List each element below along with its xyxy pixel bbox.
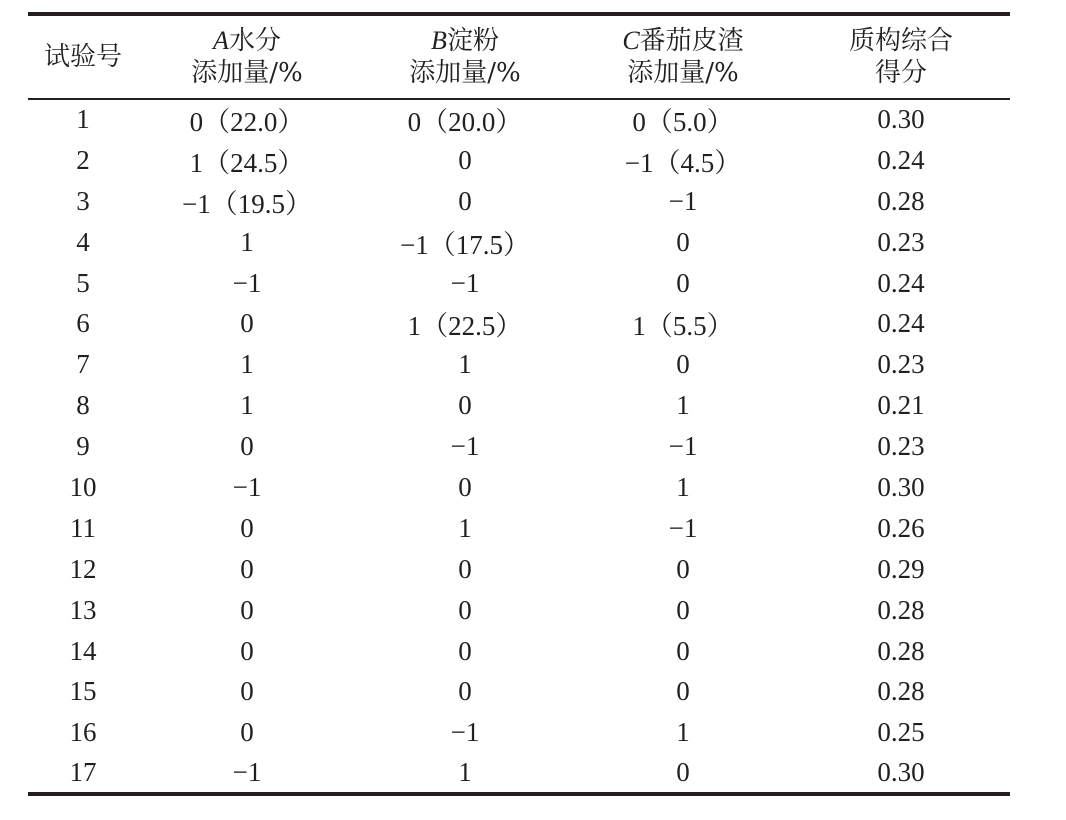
cell-texture-score: 0.30 xyxy=(877,104,925,135)
header-label: 水分 xyxy=(228,26,281,56)
table-row xyxy=(28,753,1010,794)
cell-trial-number: 15 xyxy=(69,676,97,707)
cell-factor-b: −1 xyxy=(450,717,480,748)
cell-texture-score: 0.23 xyxy=(877,431,925,462)
table-row xyxy=(28,426,1010,467)
cell-factor-c: −1（4.5） xyxy=(624,147,742,178)
cell-trial-number: 3 xyxy=(76,185,90,216)
cell-factor-b: 0 xyxy=(458,553,472,584)
cell-factor-b: 1 xyxy=(458,512,472,543)
header-label: 番茄皮渣 xyxy=(639,26,744,56)
header-factor-a xyxy=(138,14,356,99)
cell-factor-b: 0 xyxy=(458,185,472,216)
cell-factor-c: 0 xyxy=(676,349,690,380)
cell-factor-b: 0 xyxy=(458,144,472,175)
cell-factor-b: 0（20.0） xyxy=(407,107,523,138)
cell-factor-a: 1 xyxy=(240,390,254,421)
cell-texture-score: 0.25 xyxy=(877,717,925,748)
table-row xyxy=(28,712,1010,753)
cell-texture-score: 0.23 xyxy=(877,349,925,380)
cell-texture-score: 0.30 xyxy=(877,471,925,502)
cell-factor-a: 0 xyxy=(240,431,254,462)
experiment-table xyxy=(28,12,1010,796)
cell-factor-b: 1（22.5） xyxy=(407,311,523,342)
cell-trial-number: 17 xyxy=(28,753,138,794)
cell-trial-number: 16 xyxy=(69,717,97,748)
cell-texture-score: 0.29 xyxy=(877,553,925,584)
table-row xyxy=(28,344,1010,385)
header-trial-number xyxy=(28,14,138,99)
cell-factor-c: 1 xyxy=(676,471,690,502)
table-row xyxy=(28,671,1010,712)
cell-texture-score: 0.21 xyxy=(877,390,925,421)
cell-factor-a: 1（24.5） xyxy=(189,147,305,178)
table-row xyxy=(28,467,1010,508)
header-unit: 添加量/% xyxy=(627,58,739,88)
header-variable: C xyxy=(622,26,640,55)
table-row xyxy=(28,385,1010,426)
cell-texture-score: 0.24 xyxy=(877,308,925,339)
cell-factor-a: −1 xyxy=(232,471,262,502)
cell-texture-score: 0.28 xyxy=(877,676,925,707)
cell-trial-number: 4 xyxy=(76,226,90,257)
cell-trial-number: 2 xyxy=(76,144,90,175)
cell-factor-c: 1 xyxy=(676,390,690,421)
cell-factor-a: −1 xyxy=(232,267,262,298)
cell-factor-c: 0 xyxy=(676,594,690,625)
table-row xyxy=(28,99,1010,140)
cell-factor-c: −1 xyxy=(668,185,698,216)
cell-factor-b: −1 xyxy=(450,267,480,298)
cell-texture-score: 0.28 xyxy=(877,635,925,666)
header-unit: 添加量/% xyxy=(409,58,521,88)
cell-factor-a: 0 xyxy=(240,553,254,584)
table-row xyxy=(28,590,1010,631)
cell-trial-number: 14 xyxy=(69,635,97,666)
cell-factor-b: −1 xyxy=(450,431,480,462)
cell-texture-score: 0.26 xyxy=(877,512,925,543)
cell-factor-c: 0 xyxy=(676,267,690,298)
header-label: 淀粉 xyxy=(446,26,499,56)
table-row xyxy=(28,508,1010,549)
cell-factor-a: −1 xyxy=(138,753,356,794)
table-row xyxy=(28,549,1010,590)
cell-factor-c: 1 xyxy=(676,717,690,748)
cell-factor-a: 1 xyxy=(240,349,254,380)
table-header xyxy=(28,14,1010,99)
cell-factor-b: 0 xyxy=(458,594,472,625)
table-row xyxy=(28,181,1010,222)
table-row xyxy=(28,222,1010,263)
header-label: 试验号 xyxy=(43,42,122,72)
cell-factor-b: 1 xyxy=(356,753,574,794)
header-label: 质构综合 xyxy=(848,26,953,56)
cell-factor-c: 0 xyxy=(574,753,792,794)
cell-factor-c: −1 xyxy=(668,512,698,543)
table-row xyxy=(28,263,1010,304)
table-row xyxy=(28,631,1010,672)
cell-trial-number: 10 xyxy=(69,471,97,502)
cell-factor-a: 0 xyxy=(240,676,254,707)
cell-factor-b: 1 xyxy=(458,349,472,380)
cell-factor-b: 0 xyxy=(458,390,472,421)
cell-factor-c: −1 xyxy=(668,431,698,462)
cell-factor-a: 0 xyxy=(240,308,254,339)
header-factor-b xyxy=(356,14,574,99)
cell-trial-number: 9 xyxy=(76,431,90,462)
cell-texture-score: 0.28 xyxy=(877,185,925,216)
cell-factor-a: −1（19.5） xyxy=(182,188,312,219)
cell-factor-a: 0 xyxy=(240,594,254,625)
cell-factor-b: 0 xyxy=(458,676,472,707)
header-variable: B xyxy=(431,26,447,55)
cell-trial-number: 6 xyxy=(76,308,90,339)
header-row xyxy=(28,14,1010,99)
cell-factor-a: 0（22.0） xyxy=(189,107,305,138)
cell-factor-a: 1 xyxy=(240,226,254,257)
cell-factor-b: 0 xyxy=(458,635,472,666)
cell-factor-b: −1（17.5） xyxy=(400,229,530,260)
cell-factor-c: 1（5.5） xyxy=(632,311,734,342)
header-texture-score xyxy=(792,14,1010,99)
cell-trial-number: 5 xyxy=(76,267,90,298)
cell-trial-number: 13 xyxy=(69,594,97,625)
cell-factor-c: 0 xyxy=(676,553,690,584)
cell-texture-score: 0.24 xyxy=(877,267,925,298)
cell-factor-c: 0 xyxy=(676,226,690,257)
cell-texture-score: 0.30 xyxy=(792,753,1010,794)
cell-texture-score: 0.28 xyxy=(877,594,925,625)
cell-factor-c: 0 xyxy=(676,635,690,666)
table-body xyxy=(28,99,1010,794)
cell-trial-number: 11 xyxy=(70,512,96,543)
header-unit: 得分 xyxy=(874,58,927,88)
cell-factor-c: 0（5.0） xyxy=(632,107,734,138)
cell-factor-a: 0 xyxy=(240,512,254,543)
cell-texture-score: 0.23 xyxy=(877,226,925,257)
cell-factor-a: 0 xyxy=(240,635,254,666)
header-variable: A xyxy=(213,26,229,55)
cell-factor-b: 0 xyxy=(458,471,472,502)
header-factor-c xyxy=(574,14,792,99)
cell-factor-c: 0 xyxy=(676,676,690,707)
table-row xyxy=(28,140,1010,181)
cell-texture-score: 0.24 xyxy=(877,144,925,175)
cell-trial-number: 8 xyxy=(76,390,90,421)
cell-trial-number: 7 xyxy=(76,349,90,380)
cell-trial-number: 1 xyxy=(76,104,90,135)
cell-factor-a: 0 xyxy=(240,717,254,748)
table-row xyxy=(28,303,1010,344)
header-unit: 添加量/% xyxy=(191,58,303,88)
cell-trial-number: 12 xyxy=(69,553,97,584)
